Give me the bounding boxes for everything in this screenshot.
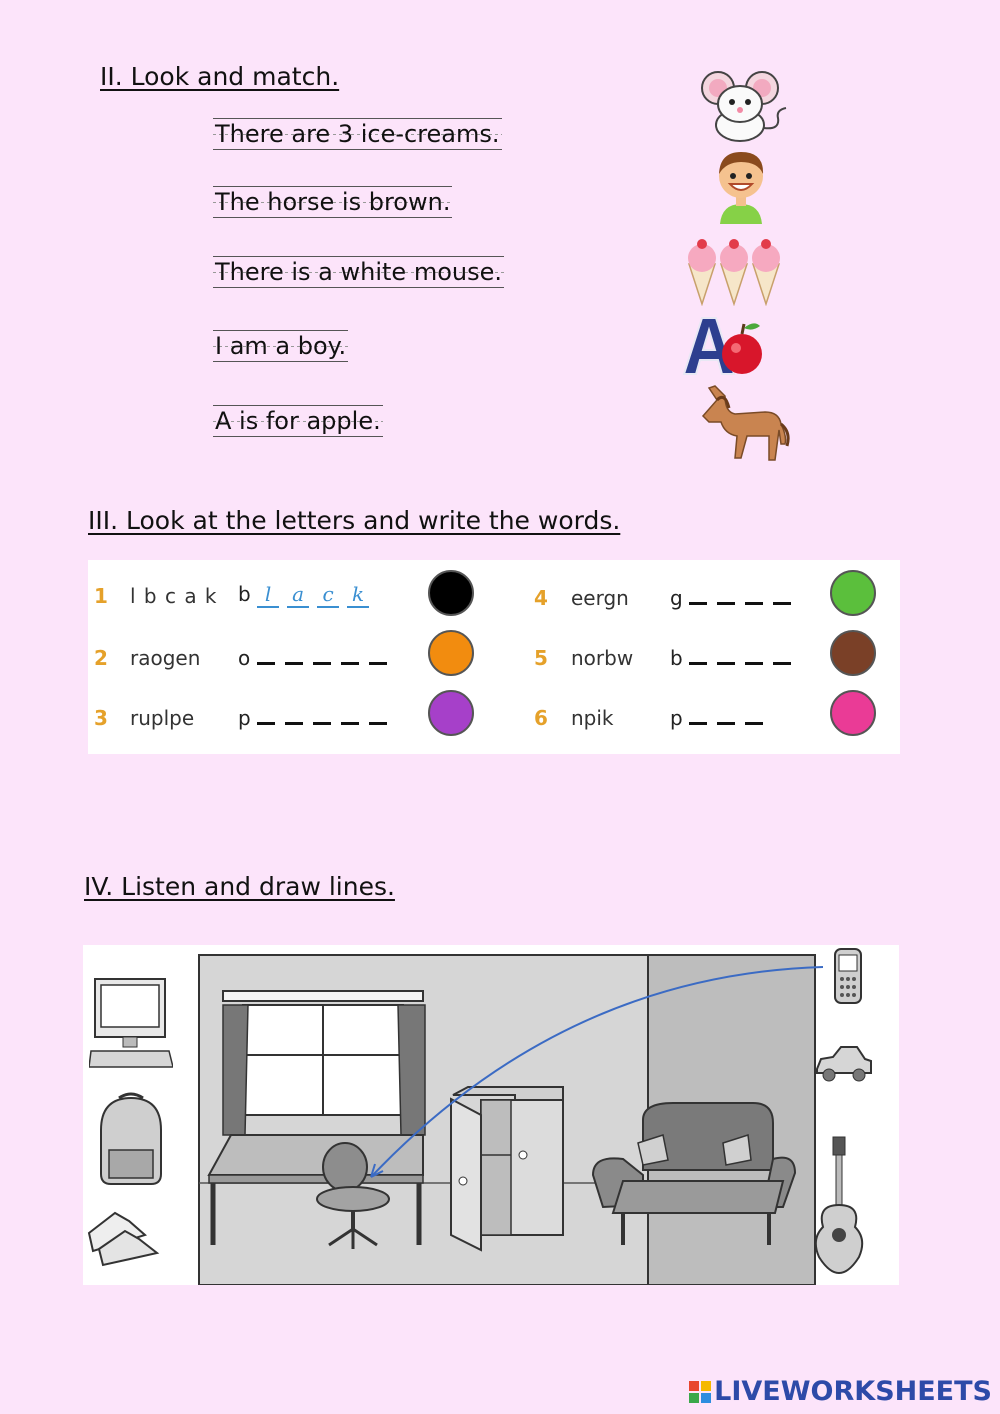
- row-number: 5: [534, 646, 548, 670]
- first-letter: p: [238, 706, 251, 730]
- letter-blank[interactable]: [745, 658, 763, 665]
- mouse-icon[interactable]: [700, 70, 790, 146]
- word-exercise-panel: [88, 560, 900, 754]
- letter-blank[interactable]: [285, 718, 303, 725]
- letter-blank[interactable]: [341, 658, 359, 665]
- shoes-icon[interactable]: [85, 1203, 161, 1271]
- answer-field-1[interactable]: [238, 582, 377, 608]
- first-letter: b: [238, 582, 251, 606]
- answer-field-6[interactable]: [670, 706, 773, 730]
- listening-picture-panel: [83, 945, 899, 1285]
- apple-letter-a-icon[interactable]: [680, 314, 770, 382]
- letter-blank[interactable]: [773, 658, 791, 665]
- computer-icon[interactable]: [89, 975, 173, 1073]
- logo-mark-icon: [689, 1381, 711, 1403]
- letter-blank[interactable]: [689, 658, 707, 665]
- scrambled-letters: eergn: [571, 586, 629, 610]
- mobile-phone-icon[interactable]: [829, 947, 869, 1009]
- scrambled-letters: ruplpe: [130, 706, 195, 730]
- row-number: 4: [534, 586, 548, 610]
- row-number: 2: [94, 646, 108, 670]
- scrambled-letters: norbw: [571, 646, 634, 670]
- window[interactable]: [223, 991, 425, 1135]
- sentence-4: I am a boy.: [215, 332, 347, 360]
- filled-letter[interactable]: c: [317, 582, 339, 608]
- filled-letter[interactable]: a: [287, 582, 309, 608]
- toy-car-icon[interactable]: [813, 1039, 875, 1089]
- sentence-1: There are 3 ice-creams.: [215, 120, 500, 148]
- letter-blank[interactable]: [313, 658, 331, 665]
- color-dot: [428, 630, 474, 676]
- sentence-2: The horse is brown.: [215, 188, 451, 216]
- section-3-heading: III. Look at the letters and write the words.: [88, 506, 621, 535]
- boy-icon[interactable]: [710, 148, 772, 228]
- section-4-heading: IV. Listen and draw lines.: [84, 872, 395, 901]
- answer-field-2[interactable]: [238, 646, 397, 670]
- letter-blank[interactable]: [745, 718, 763, 725]
- letter-blank[interactable]: [341, 718, 359, 725]
- logo-text: LIVEWORKSHEETS: [714, 1376, 992, 1407]
- room-illustration: [83, 945, 899, 1285]
- letter-blank[interactable]: [369, 658, 387, 665]
- letter-blank[interactable]: [745, 598, 763, 605]
- letter-blank[interactable]: [773, 598, 791, 605]
- horse-icon[interactable]: [695, 382, 791, 466]
- row-number: 1: [94, 584, 108, 608]
- letter-blank[interactable]: [717, 658, 735, 665]
- scrambled-letters: npik: [571, 706, 614, 730]
- letter-blank[interactable]: [313, 718, 331, 725]
- cupboard[interactable]: [451, 1087, 563, 1250]
- color-dot: [830, 630, 876, 676]
- answer-field-3[interactable]: [238, 706, 397, 730]
- filled-letter[interactable]: l: [257, 582, 279, 608]
- color-dot: [428, 570, 474, 616]
- row-number: 6: [534, 706, 548, 730]
- letter-blank[interactable]: [717, 598, 735, 605]
- first-letter: o: [238, 646, 251, 670]
- backpack-icon[interactable]: [91, 1090, 171, 1190]
- letter-blank[interactable]: [369, 718, 387, 725]
- guitar-icon[interactable]: [809, 1135, 871, 1279]
- sentence-3: There is a white mouse.: [215, 258, 502, 286]
- first-letter: p: [670, 706, 683, 730]
- color-dot: [830, 570, 876, 616]
- ice-creams-icon[interactable]: [685, 236, 785, 310]
- letter-blank[interactable]: [689, 598, 707, 605]
- scrambled-letters: raogen: [130, 646, 201, 670]
- first-letter: g: [670, 586, 683, 610]
- scrambled-letters: l b c a k: [130, 584, 218, 608]
- letter-blank[interactable]: [717, 718, 735, 725]
- answer-field-4[interactable]: [670, 586, 801, 610]
- sentence-5: A is for apple.: [215, 407, 381, 435]
- row-number: 3: [94, 706, 108, 730]
- color-dot: [428, 690, 474, 736]
- filled-letter[interactable]: k: [347, 582, 369, 608]
- letter-blank[interactable]: [285, 658, 303, 665]
- liveworksheets-logo[interactable]: [689, 1376, 992, 1407]
- letter-blank[interactable]: [257, 658, 275, 665]
- first-letter: b: [670, 646, 683, 670]
- letter-blank[interactable]: [689, 718, 707, 725]
- color-dot: [830, 690, 876, 736]
- answer-field-5[interactable]: [670, 646, 801, 670]
- section-2-heading: II. Look and match.: [100, 62, 340, 91]
- letter-blank[interactable]: [257, 718, 275, 725]
